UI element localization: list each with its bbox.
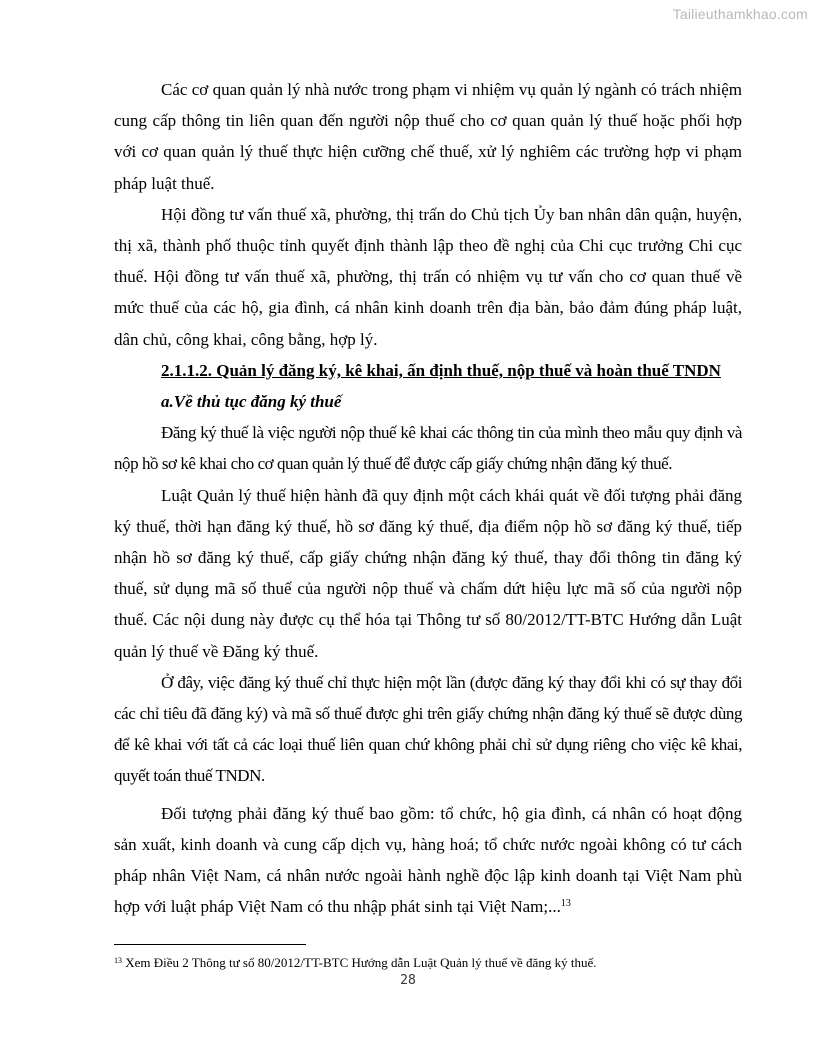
paragraph-text: Đối tượng phải đăng ký thuế bao gồm: tổ chức, hộ gia đình, cá nhân có hoạt động sản xuất, kinh doanh và cung cấp dịch vụ, hàng hoá; tổ chức nước ngoài không có tư cách pháp nhân Việt Nam, cá nhân nước ngoài hành nghề độc lập kinh doanh tại Việt Nam phù hợp với luật pháp Việt Nam có thu nhập phát sinh tại Việt Nam;... [114,803,742,917]
watermark: Tailieuthamkhao.com [672,6,808,22]
footnote-reference[interactable]: 13 [560,898,571,910]
page-number: 28 [400,973,416,988]
paragraph-state-agencies: Các cơ quan quản lý nhà nước trong phạm vi nhiệm vụ quản lý ngành có trách nhiệm cung cấp thông tin liên quan đến người nộp thuế cho cơ quan quản lý thuế hoặc phối hợp với cơ quan quản lý thuế thực hiện cưỡng chế thuế, xử lý nghiêm các trường hợp vi phạm pháp luật thuế. [114,80,742,193]
paragraph-tax-administration-law: Luật Quản lý thuế hiện hành đã quy định một cách khái quát về đối tượng phải đăng ký thuế, thời hạn đăng ký thuế, hồ sơ đăng ký thuế, địa điểm nộp hồ sơ đăng ký thuế, tiếp nhận hồ sơ đăng ký thuế, cấp giấy chứng nhận đăng ký thuế, thay đổi thông tin đăng ký thuế, sử dụng mã số thuế của người nộp thuế và chấm dứt hiệu lực mã số của người nộp thuế. Các nội dung này được cụ thể hóa tại Thông tư số 80/2012/TT-BTC Hướng dẫn Luật quản lý thuế về Đăng ký thuế. [114,485,742,661]
footnote-number: 13 [114,956,122,965]
page-body [114,74,742,922]
paragraph-tax-advisory-council: Hội đồng tư vấn thuế xã, phường, thị trấn do Chủ tịch Ủy ban nhân dân quận, huyện, thị xã, thành phố thuộc tỉnh quyết định thành lập theo đề nghị của Chi cục trưởng Chi cục thuế. Hội đồng tư vấn thuế xã, phường, thị trấn có nhiệm vụ tư vấn cho cơ quan thuế về mức thuế của các hộ, gia đình, cá nhân kinh doanh trên địa bàn, bảo đảm đúng pháp luật, dân chủ, công khai, công bằng, hợp lý. [114,204,742,349]
footnote-separator [114,944,306,945]
paragraph-tax-registration-definition: Đăng ký thuế là việc người nộp thuế kê khai các thông tin của mình theo mẫu quy định và nộp hồ sơ kê khai cho cơ quan quản lý thuế để được cấp giấy chứng nhận đăng ký thuế. [114,423,742,474]
paragraph-registration-once: Ở đây, việc đăng ký thuế chỉ thực hiện một lần (được đăng ký thay đổi khi có sự thay đổi các chỉ tiêu đã đăng ký) và mã số thuế được ghi trên giấy chứng nhận đăng ký thuế sẽ được dùng để kê khai với tất cả các loại thuế liên quan chứ không phải chỉ sử dụng riêng cho việc kê khai, quyết toán thuế TNDN. [114,672,742,786]
paragraph-registration-subjects [114,798,742,923]
subsection-heading: a.Về thủ tục đăng ký thuế [161,392,342,412]
footnote-text: Xem Điều 2 Thông tư số 80/2012/TT-BTC Hướng dẫn Luật Quản lý thuế về đăng ký thuế. [122,955,597,970]
footnote [114,955,754,971]
section-heading: 2.1.1.2. Quản lý đăng ký, kê khai, ấn định thuế, nộp thuế và hoàn thuế TNDN [161,360,721,380]
